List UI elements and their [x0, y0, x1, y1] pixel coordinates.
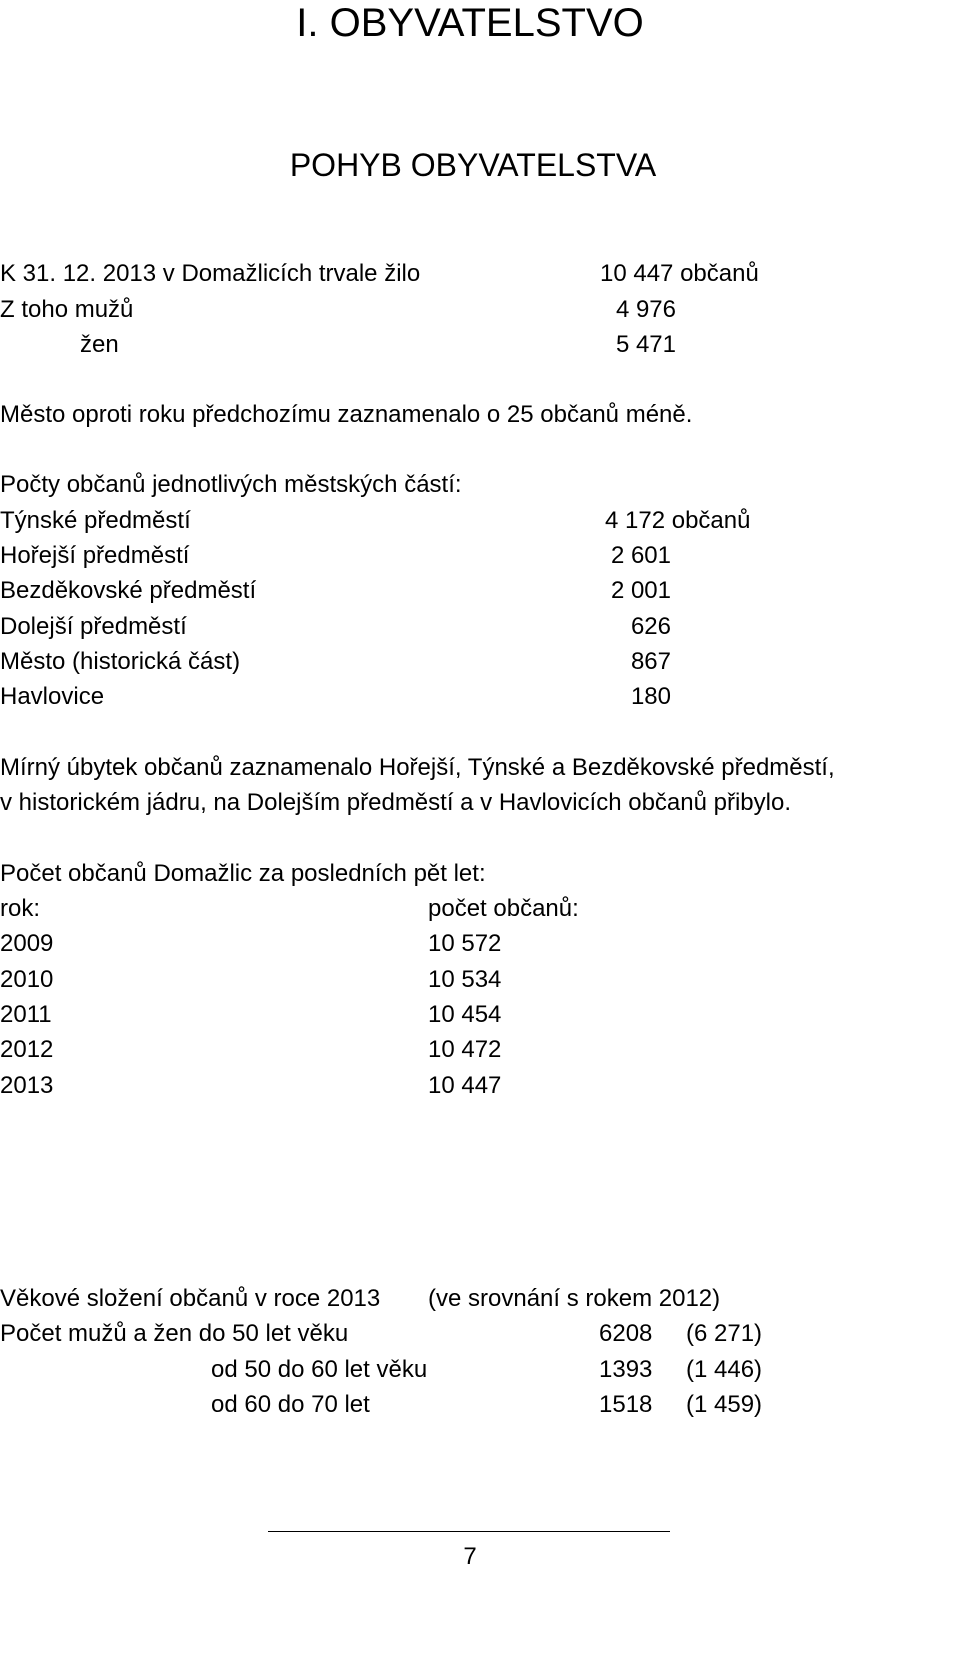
note-line: Mírný úbytek občanů zaznamenalo Hořejší, Týnské a Bezděkovské předměstí, — [0, 754, 835, 781]
age-row-label: od 60 do 70 let — [211, 1391, 370, 1418]
men-value: 4 976 — [615, 296, 676, 323]
district-name: Týnské předměstí — [0, 507, 191, 534]
districts-title: Počty občanů jednotlivých městských částí: — [0, 471, 462, 498]
district-value: 867 — [630, 648, 671, 675]
district-value: 180 — [630, 683, 671, 710]
years-header-year: rok: — [0, 895, 41, 922]
district-name: Dolejší předměstí — [0, 613, 187, 640]
district-value: 626 — [630, 613, 671, 640]
age-row-value: 1518 — [599, 1391, 653, 1418]
age-row-value: 6208 — [599, 1320, 653, 1347]
district-name: Havlovice — [0, 683, 105, 710]
age-row-prev: (6 271) — [686, 1320, 763, 1347]
year-cell: 2012 — [0, 1036, 54, 1063]
district-name: Město (historická část) — [0, 648, 241, 675]
total-label: K 31. 12. 2013 v Domažlicích trvale žilo — [0, 260, 421, 287]
count-cell: 10 454 — [428, 1001, 502, 1028]
footer-rule — [268, 1531, 670, 1532]
count-cell: 10 572 — [428, 930, 502, 957]
age-row-label: Počet mužů a žen do 50 let věku — [0, 1320, 349, 1347]
total-value: 10 447 občanů — [600, 260, 759, 287]
page-number: 7 — [463, 1543, 477, 1570]
age-compare-note: (ve srovnání s rokem 2012) — [428, 1285, 721, 1312]
district-name: Bezděkovské předměstí — [0, 577, 257, 604]
district-value: 2 001 — [610, 577, 671, 604]
change-text: Město oproti roku předchozímu zaznamenalo o 25 občanů méně. — [0, 401, 693, 428]
count-cell: 10 534 — [428, 966, 502, 993]
women-value: 5 471 — [615, 331, 676, 358]
page-title: I. OBYVATELSTVO — [296, 1, 644, 45]
years-header-count: počet občanů: — [428, 895, 579, 922]
count-cell: 10 447 — [428, 1072, 502, 1099]
year-cell: 2011 — [0, 1001, 52, 1028]
section-title: POHYB OBYVATELSTVA — [289, 147, 657, 183]
note-line: v historickém jádru, na Dolejším předměstí a v Havlovicích občanů přibylo. — [0, 789, 791, 816]
women-label: žen — [80, 331, 119, 358]
year-cell: 2009 — [0, 930, 54, 957]
age-row-value: 1393 — [599, 1356, 653, 1383]
district-value: 4 172 občanů — [605, 507, 751, 534]
year-cell: 2010 — [0, 966, 54, 993]
district-value: 2 601 — [610, 542, 671, 569]
men-label: Z toho mužů — [0, 296, 134, 323]
district-name: Hořejší předměstí — [0, 542, 190, 569]
age-title: Věkové složení občanů v roce 2013 — [0, 1285, 381, 1312]
age-row-prev: (1 459) — [686, 1391, 763, 1418]
year-cell: 2013 — [0, 1072, 54, 1099]
years-title: Počet občanů Domažlic za posledních pět let: — [0, 860, 486, 887]
age-row-prev: (1 446) — [686, 1356, 763, 1383]
age-row-label: od 50 do 60 let věku — [211, 1356, 428, 1383]
count-cell: 10 472 — [428, 1036, 502, 1063]
